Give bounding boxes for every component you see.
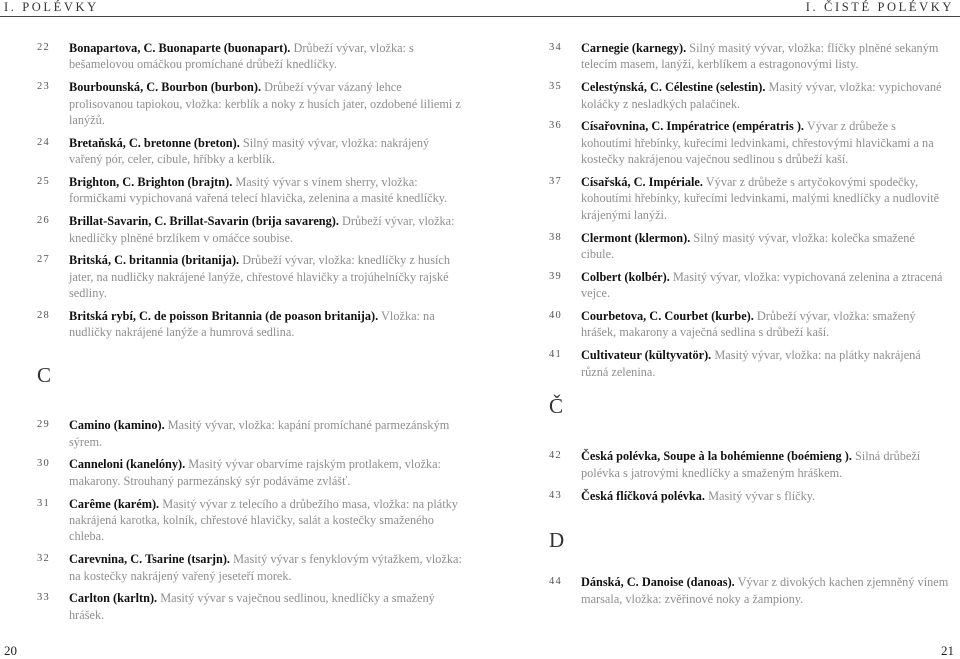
entry-number: 36 — [549, 120, 562, 132]
recipe-entry — [37, 551, 462, 584]
entry-number: 25 — [37, 176, 50, 188]
section-letter-ch: Č — [549, 394, 564, 419]
entries-after-d — [549, 574, 949, 607]
recipe-entry — [37, 79, 462, 128]
entry-description: Masitý vývar s vínem sherry, vložka: formičkami vypichovaná vařená telecí hlavička, zelenina a masité knedlíčky. — [69, 175, 448, 206]
entry-description: Vložka: na nudličky nakrájené lanýže a humrová sedlina. — [69, 309, 435, 340]
entry-number: 42 — [549, 450, 562, 462]
recipe-entry — [549, 308, 949, 341]
entry-title: Brillat-Savarin, C. Brillat-Savarin (brija savareng). — [69, 214, 339, 229]
entry-description: Masitý vývar, vložka: kapání promíchané parmezánským sýrem. — [69, 418, 450, 449]
recipe-entry — [37, 40, 462, 73]
entry-description: Silný masitý vývar, vložka: flíčky plněné sekaným telecím masem, lanýži, kerblíkem a estragonovými listy. — [581, 41, 939, 72]
section-d — [549, 510, 949, 574]
entry-number: 33 — [37, 592, 50, 604]
recipe-entry — [549, 40, 949, 73]
entry-number: 27 — [37, 254, 50, 266]
recipe-entry — [549, 118, 949, 167]
recipe-entry — [549, 347, 949, 380]
entry-title: Bonapartova, C. Buonaparte (buonapart). — [69, 41, 291, 55]
page-number-right: 21 — [941, 643, 954, 658]
recipe-entry — [549, 230, 949, 263]
entries-after-ch — [549, 448, 949, 504]
entry-number: 39 — [549, 270, 562, 282]
entry-title: Carnegie (karnegy). — [581, 41, 687, 55]
recipe-entry — [37, 308, 462, 341]
entry-title: Česká flíčková polévka. — [581, 488, 706, 503]
recipe-entry — [549, 79, 949, 112]
entry-number: 32 — [37, 553, 50, 565]
entry-description: Masitý vývar s vaječnou sedlinou, knedlíčky a smažený hrášek. — [69, 591, 435, 622]
entry-title: Carême (karém). — [69, 496, 160, 511]
section-c — [37, 347, 462, 417]
entries-before-c — [37, 40, 462, 341]
running-header-right: I. ČISTÉ POLÉVKY — [805, 0, 954, 14]
entry-description: Silná drůbeží polévka s jatrovými knedlíčky a smaženým hráškem. — [581, 449, 921, 480]
entry-title: Carevnina, C. Tsarine (tsarjn). — [69, 552, 231, 567]
entry-number: 35 — [549, 81, 562, 93]
entry-title: Camino (kamino). — [69, 418, 165, 433]
entry-description: Masitý vývar obarvíme rajským protlakem, vložka: makarony. Strouhaný parmezánský sýr podáváme zvlášť. — [69, 457, 441, 488]
entry-title: Cultivateur (kültyvatör). — [581, 348, 712, 363]
entry-title: Britská rybí, C. de poisson Britannia (de poason britanija). — [69, 309, 379, 324]
recipe-entry — [37, 135, 462, 168]
section-letter-d: D — [549, 528, 565, 553]
entry-description: Masitý vývar s fenyklovým výtažkem, vložka: na kostečky nakrájený vařený jeseteří morek. — [69, 552, 462, 583]
entry-description: Drůbeží vývar, vložka: s bešamelovou omáčkou promíchané drůbeží knedlíčky. — [69, 41, 414, 72]
entry-description: Masitý vývar z telecího a drůbežího masa, vložka: na plátky nakrájená karotka, kolník, chřestové hlavičky, salát a kostečky smaženého chleba. — [69, 496, 458, 544]
entry-description: Masitý vývar, vložka: vypichovaná zelenina a ztracená vejce. — [581, 269, 943, 301]
entries-before-ch — [549, 40, 949, 380]
entry-title: Česká polévka, Soupe à la bohémienne (boémieng ). — [581, 449, 852, 464]
recipe-entry — [37, 252, 462, 301]
entry-title: Bourbounská, C. Bourbon (burbon). — [69, 80, 262, 95]
running-header-left: I. POLÉVKY — [4, 0, 99, 14]
entry-title: Canneloni (kanelóny). — [69, 457, 186, 472]
entry-title: Carlton (karltn). — [69, 591, 158, 606]
entry-number: 26 — [37, 215, 50, 227]
entry-number: 34 — [549, 42, 562, 53]
recipe-entry — [549, 269, 949, 302]
recipe-entry — [549, 174, 949, 223]
recipe-entry — [549, 488, 949, 504]
section-ch — [549, 386, 949, 448]
header-rule — [0, 16, 960, 17]
page-number-left: 20 — [4, 643, 17, 658]
entry-number: 44 — [549, 576, 562, 588]
entry-title: Britská, C. britannia (britanija). — [69, 253, 240, 268]
entry-number: 40 — [549, 310, 562, 322]
entry-title: Clermont (klermon). — [581, 230, 691, 245]
entry-title: Dánská, C. Danoise (danoas). — [581, 575, 735, 590]
entry-description: Drůbeží vývar, vložka: knedlíčky plněné brzlíkem v omáčce soubise. — [69, 214, 455, 245]
entry-title: Brighton, C. Brighton (brajtn). — [69, 175, 233, 190]
entry-number: 41 — [549, 349, 562, 361]
entry-number: 24 — [37, 136, 50, 148]
entry-description: Masitý vývar, vložka: na plátky nakrájená různá zelenina. — [581, 348, 921, 379]
entry-description: Silný masitý vývar, vložka: nakrájený vařený pór, celer, cibule, hříbky a kerblík. — [69, 135, 430, 167]
entry-number: 23 — [37, 81, 50, 93]
entry-number: 22 — [37, 42, 50, 53]
entry-description: Drůbeží vývar, vložka: knedlíčky z husích jater, na nudličky nakrájené lanýže, chřestové hlavičky a trojúhelníčky rajské sedliny. — [69, 253, 451, 301]
entry-title: Císařská, C. Impériale. — [581, 175, 703, 190]
entry-description: Silný masitý vývar, vložka: kolečka smažené cibule. — [581, 230, 915, 262]
entry-number: 29 — [37, 419, 50, 431]
left-column — [37, 40, 462, 630]
recipe-entry — [549, 574, 949, 607]
entry-description: Drůbeží vývar, vložka: smažený hrášek, makarony a vaječná sedlina s drůbeží kaší. — [581, 309, 916, 340]
entry-title: Courbetova, C. Courbet (kurbe). — [581, 309, 754, 324]
entry-number: 31 — [37, 497, 50, 509]
entry-number: 38 — [549, 231, 562, 243]
recipe-entry — [37, 456, 462, 489]
entry-number: 30 — [37, 458, 50, 470]
section-letter-c: C — [37, 363, 52, 388]
entry-number: 43 — [549, 489, 562, 501]
recipe-entry — [37, 213, 462, 246]
recipe-entry — [37, 496, 462, 545]
entry-description: Masitý vývar s flíčky. — [705, 488, 816, 503]
entries-after-c — [37, 417, 462, 623]
right-column — [549, 40, 949, 614]
recipe-entry — [37, 174, 462, 207]
recipe-entry — [37, 417, 462, 450]
entry-number: 37 — [549, 176, 562, 188]
entry-title: Císařovnina, C. Impératrice (empératris ). — [581, 119, 804, 134]
entry-description: Vývar z divokých kachen zjemněný vínem marsala, vložka: zvěřinové noky a žampiony. — [581, 575, 949, 606]
entry-title: Bretaňská, C. bretonne (breton). — [69, 135, 240, 150]
entry-number: 28 — [37, 310, 50, 322]
entry-title: Colbert (kolbér). — [581, 269, 670, 284]
recipe-entry — [549, 448, 949, 481]
entry-title: Celestýnská, C. Célestine (selestin). — [581, 80, 766, 95]
entry-description: Vývar z drůbeže s kohoutími hřebínky, kuřecími ledvinkami, chřestovými hlavičkami a na kostečky nakrájenou vaječnou sedlinou s drůbeží kaší. — [581, 119, 934, 167]
entry-description: Masitý vývar, vložka: vypichované koláčky z nesladkých palačinek. — [581, 80, 942, 111]
recipe-entry — [37, 590, 462, 623]
entry-description: Vývar z drůbeže s artyčokovými spodečky, kohoutími hřebínky, kuřecími ledvinkami, malými knedlíčky a nudlovitě krájenými lanýži. — [581, 175, 940, 222]
entry-description: Drůbeží vývar vázaný lehce prolisovanou tapiokou, vložka: kerblík a noky z husích jater, ozdobené liliemi z lanýžů. — [69, 80, 461, 128]
